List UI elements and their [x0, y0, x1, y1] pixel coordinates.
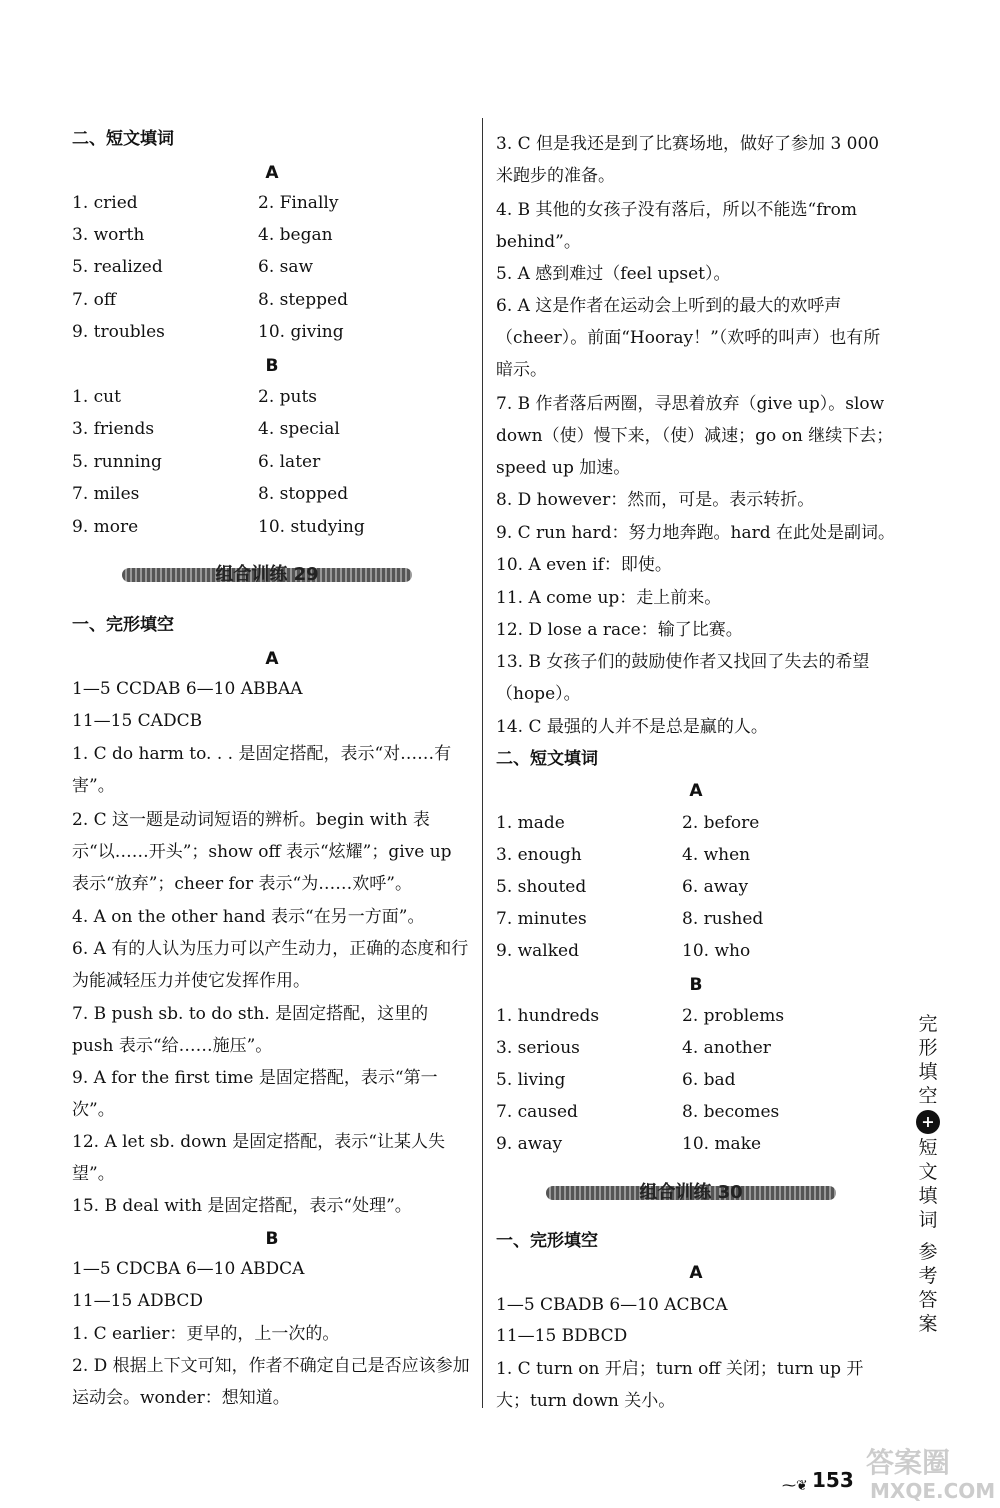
explanation-item: 11. A come up：走上前来。 — [496, 588, 722, 608]
side-tab-char: 案 — [918, 1313, 938, 1335]
explanation-item: 12. D lose a race：输了比赛。 — [496, 620, 743, 640]
column-divider — [482, 118, 483, 1408]
answer-key-line: 11—15 CADCB — [72, 711, 203, 731]
side-tab — [910, 1012, 946, 1336]
side-tab-char: 词 — [918, 1209, 938, 1231]
answer-key-line: 11—15 BDBCD — [496, 1326, 628, 1346]
side-tab-char: 形 — [918, 1037, 938, 1059]
explanation-item: 10. A even if：即使。 — [496, 555, 672, 575]
explanation-item: 9. C run hard：努力地奔跑。hard 在此处是副词。 — [496, 523, 896, 543]
svg-text:MXQE.COM: MXQE.COM — [870, 1479, 996, 1502]
part-label-a: A — [265, 163, 279, 183]
side-tab-char: 参 — [918, 1241, 938, 1263]
answer-key-line: 1—5 CCDAB 6—10 ABBAA — [72, 679, 303, 699]
answer-key-line: 1—5 CBADB 6—10 ACBCA — [496, 1295, 728, 1315]
explanation-item: 1. C turn on 开启；turn off 关闭；turn up 开大；turn down 关小。 — [496, 1359, 864, 1411]
side-tab-char: 文 — [918, 1161, 938, 1183]
explanation-item: 15. B deal with 是固定搭配，表示“处理”。 — [72, 1196, 412, 1216]
side-tab-char: 短 — [918, 1137, 938, 1159]
side-tab-char: 考 — [918, 1265, 938, 1287]
explanation-item: 12. A let sb. down 是固定搭配，表示“让某人失望”。 — [72, 1132, 445, 1184]
explanation-item: 6. A 有的人认为压力可以产生动力，正确的态度和行为能减轻压力并使它发挥作用。 — [72, 939, 469, 991]
explanation-item: 2. D 根据上下文可知，作者不确定自己是否应该参加运动会。wonder：想知道。 — [72, 1356, 470, 1408]
flourish-icon: ⁓❦ — [782, 1478, 808, 1494]
answer-key-line: 11—15 ADBCD — [72, 1291, 204, 1311]
banner-title: 组合训练 29 — [215, 564, 319, 585]
side-tab-char: 填 — [918, 1185, 938, 1207]
explanation-item: 1. C earlier：更早的，上一次的。 — [72, 1324, 340, 1344]
banner-title: 组合训练 30 — [639, 1182, 743, 1203]
part-label-a: A — [265, 649, 279, 669]
plus-icon: + — [916, 1110, 940, 1134]
side-tab-char: 填 — [918, 1061, 938, 1083]
side-tab-char: 答 — [918, 1289, 938, 1311]
section-title: 二、短文填词 — [72, 129, 174, 149]
explanation-item: 4. B 其他的女孩子没有落后，所以不能选“from behind”。 — [496, 200, 857, 252]
explanation-item: 7. B push sb. to do sth. 是固定搭配，这里的 push 表示“给……施压”。 — [72, 1004, 429, 1056]
explanation-item: 13. B 女孩子们的鼓励使作者又找回了失去的希望（hope）。 — [496, 652, 870, 704]
section-title: 一、完形填空 — [496, 1231, 598, 1251]
explanation-item: 14. C 最强的人并不是总是赢的人。 — [496, 717, 768, 737]
explanation-item: 8. D however：然而，可是。表示转折。 — [496, 490, 815, 510]
svg-text:答案圈: 答案圈 — [866, 1446, 951, 1479]
explanation-item: 9. A for the first time 是固定搭配，表示“第一次”。 — [72, 1068, 438, 1120]
watermark-logo — [862, 1440, 996, 1502]
explanation-item: 1. C do harm to. . . 是固定搭配，表示“对……有害”。 — [72, 744, 452, 796]
explanation-item: 2. C 这一题是动词短语的辨析。begin with 表示“以……开头”；show off 表示“炫耀”；give up 表示“放弃”；cheer for 表示“为……欢呼”。 — [72, 810, 452, 894]
side-tab-char: 空 — [918, 1085, 938, 1107]
section-title: 一、完形填空 — [72, 615, 174, 635]
part-label-a: A — [689, 1263, 703, 1283]
explanation-item: 4. A on the other hand 表示“在另一方面”。 — [72, 907, 425, 927]
explanation-item: 3. C 但是我还是到了比赛场地，做好了参加 3 000米跑步的准备。 — [496, 134, 880, 186]
part-label-b: B — [265, 1229, 279, 1249]
part-label-a: A — [689, 781, 703, 801]
side-tab-char: 完 — [918, 1013, 938, 1035]
part-label-b: B — [689, 975, 703, 995]
explanation-item: 5. A 感到难过（feel upset）。 — [496, 264, 731, 284]
page-number: 153 — [812, 1468, 854, 1492]
answer-key-line: 1—5 CDCBA 6—10 ABDCA — [72, 1259, 305, 1279]
explanation-item: 6. A 这是作者在运动会上听到的最大的欢呼声（cheer）。前面“Hooray！”（欢呼的叫声）也有所暗示。 — [496, 296, 881, 380]
section-title: 二、短文填词 — [496, 749, 598, 769]
explanation-item: 7. B 作者落后两圈，寻思着放弃（give up）。slow down（使）慢下来，（使）减速；go on 继续下去；speed up 加速。 — [496, 394, 894, 478]
part-label-b: B — [265, 356, 279, 376]
